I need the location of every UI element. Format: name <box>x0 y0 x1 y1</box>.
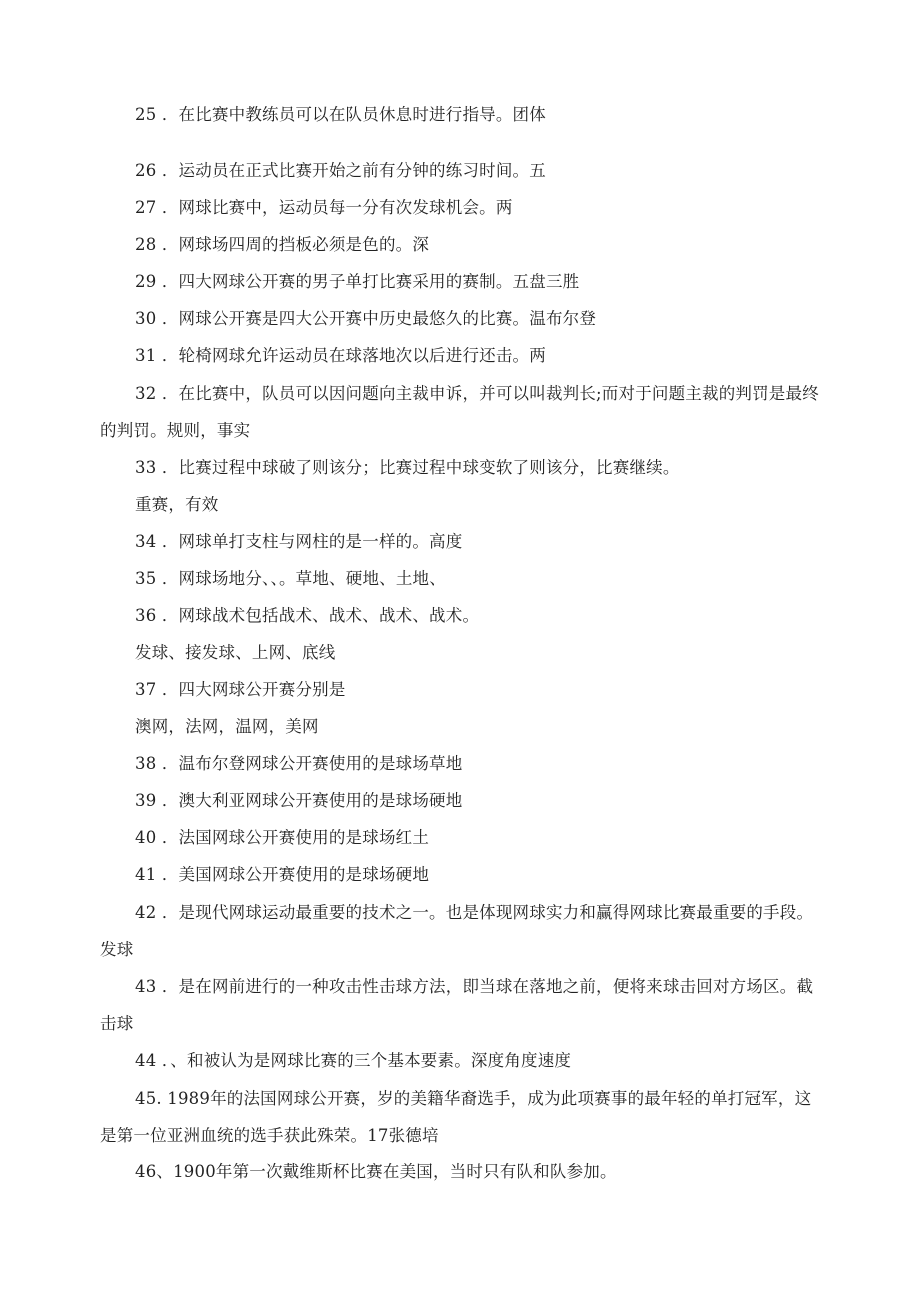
question-39: 39 ．澳大利亚网球公开赛使用的是球场硬地 <box>135 791 463 810</box>
question-40: 40 ．法国网球公开赛使用的是球场红土 <box>135 828 430 847</box>
question-37: 37 ．四大网球公开赛分别是 <box>135 680 346 699</box>
question-28: 28 ．网球场四周的挡板必须是色的。深 <box>135 235 430 254</box>
question-27: 27 ．网球比赛中，运动员每一分有次发球机会。两 <box>135 198 513 217</box>
question-44: 44 ．、和被认为是网球比赛的三个基本要素。深度角度速度 <box>135 1051 572 1070</box>
question-43: 43 ．是在网前进行的一种攻击性击球方法，即当球在落地之前，便将来球击回对方场区。截击球 <box>100 977 814 1033</box>
question-46: 46、1900年第一次戴维斯杯比赛在美国，当时只有队和队参加。 <box>135 1162 617 1181</box>
question-35: 35 ．网球场地分、、。草地、硬地、土地、 <box>135 569 446 588</box>
question-29: 29 ．四大网球公开赛的男子单打比赛采用的赛制。五盘三胜 <box>135 272 580 291</box>
answer-33: 重赛，有效 <box>135 495 219 514</box>
answer-37: 澳网，法网，温网，美网 <box>135 717 319 736</box>
question-45: 45. 1989年的法国网球公开赛，岁的美籍华裔选手，成为此项赛事的最年轻的单打冠军，这是第一位亚洲血统的选手获此殊荣。17张德培 <box>100 1089 812 1145</box>
question-42: 42 ．是现代网球运动最重要的技术之一。也是体现网球实力和赢得网球比赛最重要的手段。发球 <box>100 903 814 959</box>
question-38: 38 ．温布尔登网球公开赛使用的是球场草地 <box>135 754 463 773</box>
answer-36: 发球、接发球、上网、底线 <box>135 643 336 662</box>
question-36: 36 ．网球战术包括战术、战术、战术、战术。 <box>135 606 480 625</box>
question-32: 32 ．在比赛中，队员可以因问题向主裁申诉，并可以叫裁判长;而对于问题主裁的判罚是最终的判罚。规则，事实 <box>100 384 819 440</box>
question-25: 25 ．在比赛中教练员可以在队员休息时进行指导。团体 <box>135 105 546 124</box>
question-34: 34 ．网球单打支柱与网柱的是一样的。高度 <box>135 532 463 551</box>
question-33: 33 ．比赛过程中球破了则该分；比赛过程中球变软了则该分，比赛继续。 <box>135 458 680 477</box>
question-41: 41 ．美国网球公开赛使用的是球场硬地 <box>135 865 430 884</box>
question-30: 30 ．网球公开赛是四大公开赛中历史最悠久的比赛。温布尔登 <box>135 309 597 328</box>
question-26: 26 ．运动员在正式比赛开始之前有分钟的练习时间。五 <box>135 161 546 180</box>
question-31: 31 ．轮椅网球允许运动员在球落地次以后进行还击。两 <box>135 346 546 365</box>
